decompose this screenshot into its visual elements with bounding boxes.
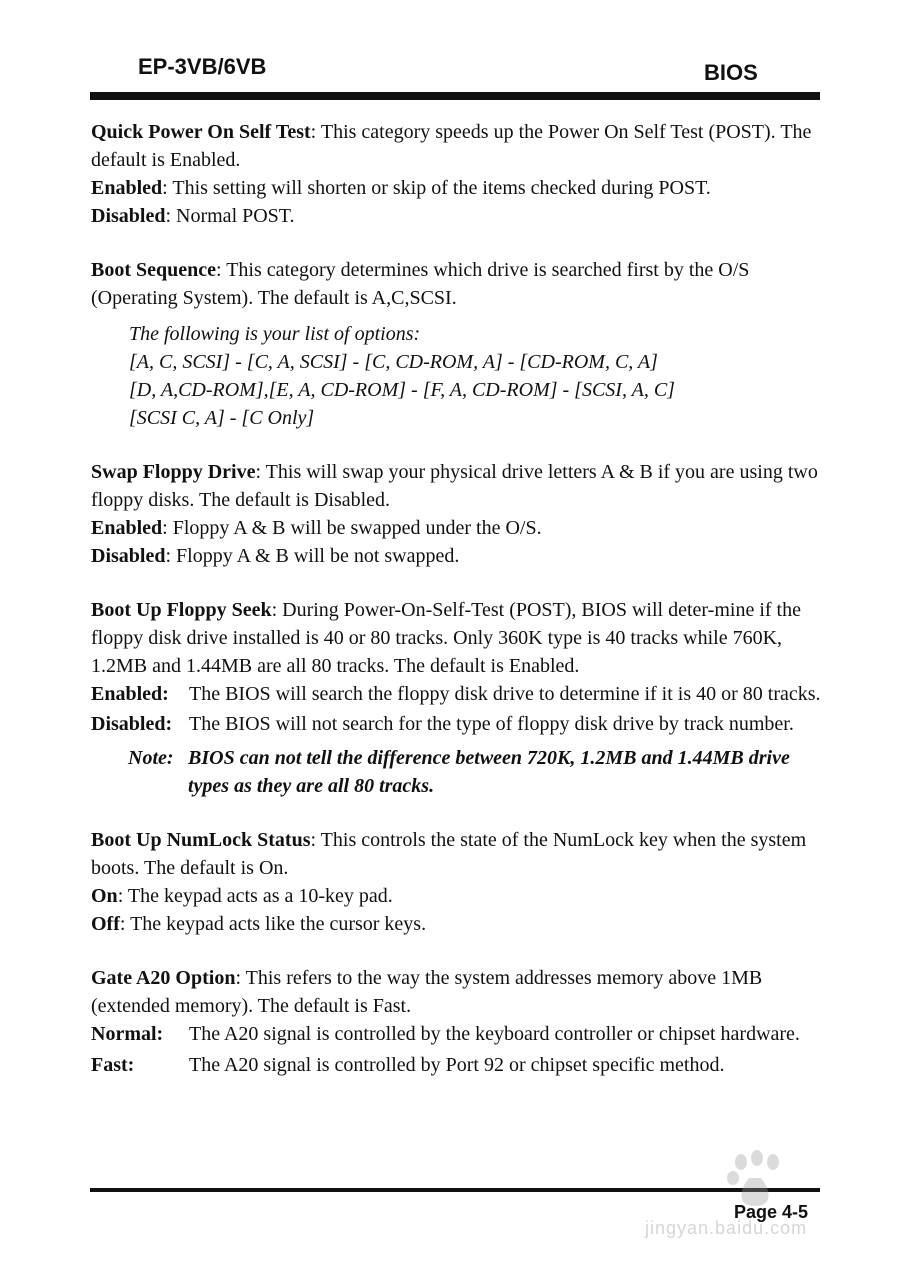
numlock-intro: : This controls the state of the NumLock key when the system boots. The default is On. (91, 829, 807, 879)
footer-rule (90, 1188, 820, 1192)
option-label: Fast: (91, 1054, 135, 1076)
option-label: Disabled (91, 545, 166, 567)
boot-sequence-title: Boot Sequence (91, 259, 216, 281)
list-item: [A, C, SCSI] - [C, A, SCSI] - [C, CD-ROM, A] - [CD-ROM, C, A] (129, 351, 658, 373)
content-body (91, 118, 821, 1079)
swap-floppy-option-enabled (91, 514, 821, 542)
note-label: Note: (128, 747, 174, 769)
watermark-text: jingyan.baidu.com (645, 1218, 808, 1238)
gate-a20-option-normal (91, 1020, 821, 1048)
option-label: Disabled: (91, 713, 173, 735)
option-text: The A20 signal is controlled by the keyboard controller or chipset hardware. (189, 1023, 800, 1045)
quick-post-option-disabled (91, 202, 821, 230)
option-label: Disabled (91, 205, 166, 227)
boot-sequence-intro: : This category determines which drive is searched first by the O/S (Operating System). The default is A,C,SCSI. (91, 259, 750, 309)
boot-sequence-options-list (129, 320, 821, 432)
swap-floppy-intro: : This will swap your physical drive letters A & B if you are using two floppy disks. The default is Disabled. (91, 461, 818, 511)
floppy-seek-option-enabled (91, 680, 821, 708)
option-text: The BIOS will not search for the type of floppy disk drive by track number. (189, 713, 794, 735)
header-model: EP-3VB/6VB (138, 54, 267, 79)
option-text: The A20 signal is controlled by Port 92 or chipset specific method. (189, 1054, 725, 1076)
quick-post-paragraph (91, 118, 821, 174)
floppy-seek-intro: : During Power-On-Self-Test (POST), BIOS will deter-mine if the floppy disk drive installed is 40 or 80 tracks. Only 360K type is 40 tracks while 760K, 1.2MB and 1.44MB are all 80 tracks. The default is Enabled. (91, 599, 801, 677)
option-label: Enabled (91, 177, 163, 199)
option-text: : This setting will shorten or skip of the items checked during POST. (162, 177, 711, 199)
floppy-seek-paragraph (91, 596, 821, 680)
option-text: : Floppy A & B will be swapped under the O/S. (162, 517, 542, 539)
swap-floppy-option-disabled (91, 542, 821, 570)
header-rule (90, 92, 820, 100)
quick-post-option-enabled (91, 174, 821, 202)
option-label: On (91, 885, 118, 907)
option-text: : The keypad acts as a 10-key pad. (117, 885, 393, 907)
numlock-option-on (91, 882, 821, 910)
floppy-seek-option-disabled (91, 710, 821, 738)
numlock-paragraph (91, 826, 821, 882)
quick-post-intro: : This category speeds up the Power On Self Test (POST). The default is Enabled. (91, 121, 812, 171)
floppy-seek-title: Boot Up Floppy Seek (91, 599, 272, 621)
swap-floppy-title: Swap Floppy Drive (91, 461, 256, 483)
option-label: Normal: (91, 1023, 164, 1045)
list-item: The following is your list of options: (129, 323, 421, 345)
gate-a20-paragraph (91, 964, 821, 1020)
header-section: BIOS (704, 60, 758, 85)
option-text: : Floppy A & B will be not swapped. (165, 545, 460, 567)
page-number: Page 4-5 (734, 1202, 809, 1222)
numlock-title: Boot Up NumLock Status (91, 829, 311, 851)
gate-a20-intro: : This refers to the way the system addresses memory above 1MB (extended memory). The default is Fast. (91, 967, 763, 1017)
gate-a20-title: Gate A20 Option (91, 967, 236, 989)
swap-floppy-paragraph (91, 458, 821, 514)
option-label: Off (91, 913, 120, 935)
numlock-option-off (91, 910, 821, 938)
option-text: : Normal POST. (165, 205, 295, 227)
option-text: The BIOS will search the floppy disk drive to determine if it is 40 or 80 tracks. (189, 683, 821, 705)
watermark (645, 1148, 860, 1248)
option-label: Enabled (91, 517, 163, 539)
floppy-seek-note (128, 744, 821, 800)
boot-sequence-paragraph (91, 256, 821, 312)
option-text: : The keypad acts like the cursor keys. (119, 913, 427, 935)
quick-post-title: Quick Power On Self Test (91, 121, 311, 143)
option-label: Enabled: (91, 683, 169, 705)
list-item: [SCSI C, A] - [C Only] (129, 407, 315, 429)
gate-a20-option-fast (91, 1051, 821, 1079)
list-item: [D, A,CD-ROM],[E, A, CD-ROM] - [F, A, CD-ROM] - [SCSI, A, C] (129, 379, 675, 401)
note-text: BIOS can not tell the difference between 720K, 1.2MB and 1.44MB drive types as they are all 80 tracks. (188, 747, 790, 797)
